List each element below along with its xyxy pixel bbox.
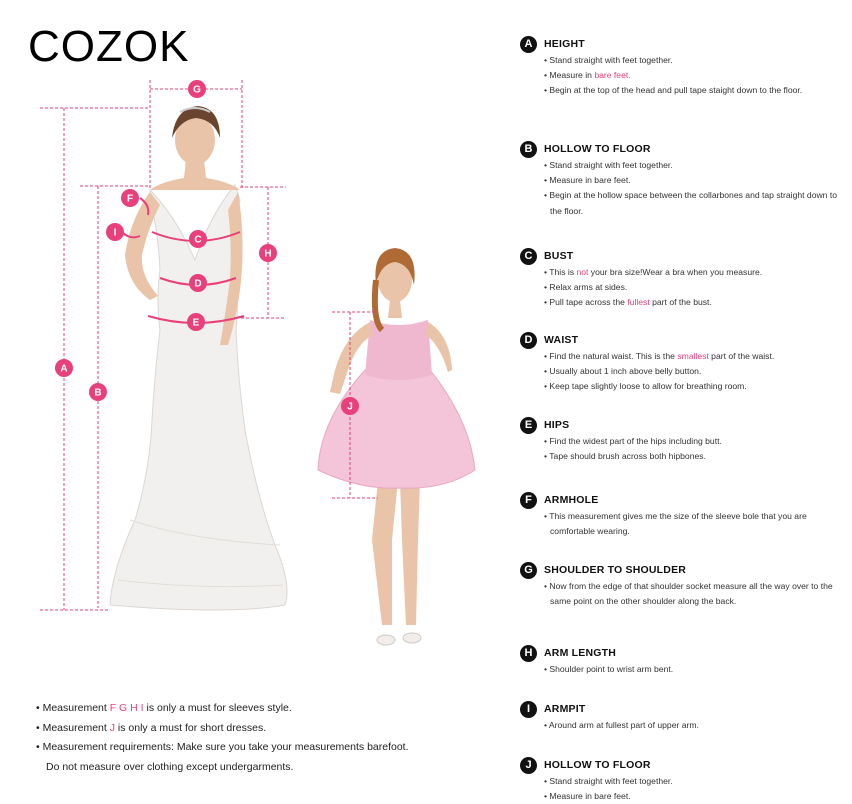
bullet: • Around arm at fullest part of upper arm. (544, 720, 699, 730)
section-title: HEIGHT (544, 38, 585, 50)
badge-e-icon: E (520, 417, 537, 434)
section-shoulder-to-shoulder (520, 561, 850, 609)
section-title: ARM LENGTH (544, 647, 616, 659)
bullet: • Find the natural waist. This is the smallest part of the waist. (544, 351, 775, 361)
marker-A (55, 359, 73, 377)
badge-a-icon: A (520, 36, 537, 53)
bullet: • Now from the edge of that shoulder socket measure all the way over to the same point on the other shoulder along the back. (544, 581, 833, 607)
bullet: • Measure in bare feet. (544, 175, 631, 186)
svg-text:B: B (94, 387, 102, 399)
section-title: BUST (544, 250, 574, 262)
section-title: SHOULDER TO SHOULDER (544, 564, 687, 576)
section-bust (520, 247, 850, 311)
badge-g-icon: G (520, 562, 537, 579)
badge-c-icon: C (520, 248, 537, 265)
measurement-notes (36, 699, 476, 777)
section-title: ARMPIT (544, 703, 586, 715)
girl-figure (318, 248, 475, 645)
bullet: • Measure in bare feet. (544, 791, 631, 802)
bullet: • Begin at the top of the head and pull tape staight down to the floor. (544, 85, 803, 96)
section-armpit (520, 700, 850, 733)
svg-text:H: H (264, 248, 272, 260)
marker-B (89, 383, 107, 401)
note-undergarments: Do not measure over clothing except undergarments. (46, 760, 294, 773)
badge-b-icon: B (520, 141, 537, 158)
bullet: • Pull tape across the fullest part of the bust. (544, 297, 712, 308)
svg-text:I: I (113, 227, 117, 239)
bullet: • Find the widest part of the hips including butt. (544, 436, 722, 446)
note-sleeves: • Measurement F G H I is only a must for sleeves style. (36, 702, 292, 714)
section-arm-length (520, 644, 850, 677)
marker-J (341, 397, 359, 415)
section-title: HOLLOW TO FLOOR (544, 759, 651, 771)
section-title: HOLLOW TO FLOOR (544, 143, 651, 155)
badge-i-icon: I (520, 701, 537, 718)
section-hollow-to-floor-j (520, 756, 850, 804)
bride-figure (110, 106, 287, 610)
svg-text:F: F (126, 193, 134, 205)
bullet: • This is not your bra size!Wear a bra when you measure. (544, 267, 763, 277)
bullet: • This measurement gives me the size of the sleeve bole that you are comfortable wearing. (544, 511, 807, 537)
section-armhole (520, 491, 850, 539)
svg-text:J: J (347, 401, 353, 413)
badge-h-icon: H (520, 645, 537, 662)
bullet: • Stand straight with feet together. (544, 776, 673, 786)
svg-text:C: C (194, 234, 202, 246)
bullet: • Keep tape slightly loose to allow for breathing room. (544, 381, 747, 392)
bullet: • Stand straight with feet together. (544, 160, 673, 170)
marker-F (121, 189, 139, 207)
marker-G (188, 80, 206, 98)
marker-D (189, 274, 207, 292)
brand-logo: COZOK (28, 22, 190, 71)
svg-text:G: G (193, 84, 201, 96)
section-title: ARMHOLE (544, 494, 599, 506)
section-height (520, 35, 850, 99)
marker-I (106, 223, 124, 241)
marker-E (187, 313, 205, 331)
bullet: • Measure in bare feet. (544, 70, 631, 81)
marker-H (259, 244, 277, 262)
section-hollow-to-floor (520, 140, 850, 219)
bullet: • Shoulder point to wrist arm bent. (544, 664, 674, 674)
bullet: • Usually about 1 inch above belly button. (544, 366, 702, 377)
note-requirements: • Measurement requirements: Make sure you take your measurements barefoot. (36, 741, 409, 753)
bullet: • Relax arms at sides. (544, 282, 628, 293)
svg-text:E: E (192, 317, 200, 329)
section-hips (520, 416, 850, 464)
marker-C (189, 230, 207, 248)
badge-d-icon: D (520, 332, 537, 349)
badge-j-icon: J (520, 757, 537, 774)
bullet: • Begin at the hollow space between the collarbones and tap straight down to the floor. (544, 190, 838, 216)
svg-text:A: A (60, 363, 68, 375)
section-title: WAIST (544, 334, 579, 346)
badge-f-icon: F (520, 492, 537, 509)
svg-text:D: D (194, 278, 202, 290)
note-short-dresses: • Measurement J is only a must for short dresses. (36, 721, 267, 734)
bullet: • Tape should brush across both hipbones. (544, 451, 706, 462)
section-waist (520, 331, 850, 395)
bullet: • Stand straight with feet together. (544, 55, 673, 65)
section-title: HIPS (544, 419, 570, 431)
